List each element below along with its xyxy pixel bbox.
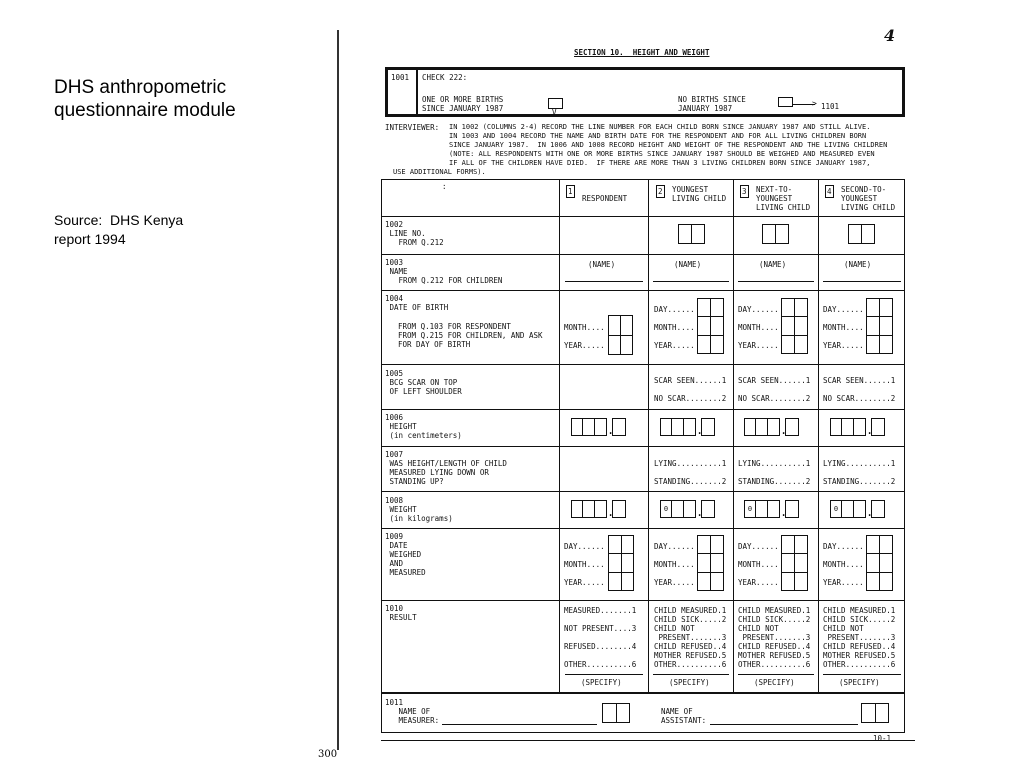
assistant-label: NAME OF ASSISTANT: xyxy=(661,707,707,725)
weight-boxes-child2[interactable]: 0 . xyxy=(744,500,799,518)
height-boxes-child2[interactable]: . xyxy=(744,418,799,436)
slide-source: Source: DHS Kenya report 1994 xyxy=(54,212,184,247)
result-options-resp[interactable]: MEASURED.......1 NOT PRESENT....3 REFUSED........4 OTHER..........6 xyxy=(564,606,637,669)
result-options-child1[interactable]: CHILD MEASURED.1 CHILD SICK.....2 CHILD NOT PRESENT.......3 CHILD REFUSED..4 MOTHER REFUSED.5 OTHER..........6 xyxy=(654,606,727,669)
skip-arrow-head: > xyxy=(812,99,817,108)
specify-line-resp[interactable] xyxy=(565,674,643,675)
dob-labels-child2: DAY...... MONTH.... YEAR..... xyxy=(738,305,779,350)
check-divider xyxy=(416,70,418,114)
measurement-table xyxy=(381,179,905,733)
date-labels-resp: DAY...... MONTH.... YEAR..... xyxy=(564,542,605,587)
lying-options-child2[interactable]: LYING..........1 STANDING.......2 xyxy=(738,459,811,486)
q1002-label: 1002 LINE NO. FROM Q.212 xyxy=(385,220,444,247)
footer-code: 10-1 xyxy=(873,734,892,743)
dob-boxes-child2[interactable] xyxy=(781,298,808,354)
col-4-number: 4 xyxy=(827,187,832,196)
row-line xyxy=(382,216,904,217)
dob-labels-child3: DAY...... MONTH.... YEAR..... xyxy=(823,305,864,350)
date-boxes-resp[interactable] xyxy=(608,535,634,591)
specify-line-child3[interactable] xyxy=(823,674,901,675)
col-divider-4 xyxy=(818,180,819,694)
col-2-number: 2 xyxy=(658,187,663,196)
col-4-label: SECOND-TO- YOUNGEST LIVING CHILD xyxy=(841,185,896,212)
specify-resp: (SPECIFY) xyxy=(581,678,622,687)
dob-labels-child1: DAY...... MONTH.... YEAR..... xyxy=(654,305,695,350)
check-left-option: ONE OR MORE BIRTHS SINCE JANUARY 1987 xyxy=(422,95,504,113)
lying-options-child1[interactable]: LYING..........1 STANDING.......2 xyxy=(654,459,727,486)
specify-line-child1[interactable] xyxy=(653,674,729,675)
scanned-questionnaire-page xyxy=(337,22,920,764)
q1008-label: 1008 WEIGHT (in kilograms) xyxy=(385,496,453,523)
bcg-options-child3[interactable]: SCAR SEEN......1 NO SCAR........2 xyxy=(823,376,896,403)
name-label-resp: (NAME) xyxy=(588,260,616,269)
row-line xyxy=(382,290,904,291)
result-options-child2[interactable]: CHILD MEASURED.1 CHILD SICK.....2 CHILD NOT PRESENT.......3 CHILD REFUSED..4 MOTHER REFUSED.5 OTHER..........6 xyxy=(738,606,811,669)
q1005-label: 1005 BCG SCAR ON TOP OF LEFT SHOULDER xyxy=(385,369,462,396)
weight-boxes-resp[interactable]: . xyxy=(571,500,626,518)
down-arrow: V xyxy=(552,108,557,117)
check-222-box xyxy=(385,67,905,117)
check-number: 1001 xyxy=(391,73,410,82)
line-no-box-child2[interactable] xyxy=(762,224,789,244)
name-field-child3[interactable] xyxy=(823,281,901,282)
check-right-option: NO BIRTHS SINCE JANUARY 1987 xyxy=(678,95,746,113)
date-labels-child2: DAY...... MONTH.... YEAR..... xyxy=(738,542,779,587)
dob-labels-resp: MONTH.... YEAR..... xyxy=(564,323,605,350)
check-label: CHECK 222: xyxy=(422,73,468,82)
row-line xyxy=(382,364,904,365)
dob-boxes-child3[interactable] xyxy=(866,298,893,354)
row-line xyxy=(382,528,904,529)
lying-options-child3[interactable]: LYING..........1 STANDING.......2 xyxy=(823,459,896,486)
height-boxes-resp[interactable]: . xyxy=(571,418,626,436)
name-field-child1[interactable] xyxy=(653,281,729,282)
specify-child1: (SPECIFY) xyxy=(669,678,710,687)
header-tick: : xyxy=(442,182,447,191)
col-2-label: YOUNGEST LIVING CHILD xyxy=(672,185,727,203)
checkbox-no-births[interactable] xyxy=(778,97,793,107)
name-label-child3: (NAME) xyxy=(844,260,872,269)
section-title: SECTION 10. HEIGHT AND WEIGHT xyxy=(574,48,710,57)
instructions-label: INTERVIEWER: xyxy=(385,123,440,132)
q1004-note: FROM Q.103 FOR RESPONDENT FROM Q.215 FOR CHILDREN, AND ASK FOR DAY OF BIRTH xyxy=(398,322,543,349)
col-divider-3 xyxy=(733,180,734,694)
height-boxes-child3[interactable]: . xyxy=(830,418,885,436)
row-line xyxy=(382,446,904,447)
date-labels-child1: DAY...... MONTH.... YEAR..... xyxy=(654,542,695,587)
dob-boxes-resp[interactable] xyxy=(608,315,633,355)
bcg-options-child1[interactable]: SCAR SEEN......1 NO SCAR........2 xyxy=(654,376,727,403)
specify-child3: (SPECIFY) xyxy=(839,678,880,687)
col-1-number: 1 xyxy=(568,187,573,196)
name-label-child1: (NAME) xyxy=(674,260,702,269)
row-line xyxy=(382,491,904,492)
name-field-resp[interactable] xyxy=(565,281,643,282)
page-number: 300 xyxy=(318,749,338,760)
col-divider-1 xyxy=(559,180,560,694)
measurer-code-box[interactable] xyxy=(602,703,630,723)
page-edge xyxy=(337,30,339,750)
skip-target: 1101 xyxy=(821,102,840,111)
bcg-options-child2[interactable]: SCAR SEEN......1 NO SCAR........2 xyxy=(738,376,811,403)
name-label-child2: (NAME) xyxy=(759,260,787,269)
q1004-label: 1004 DATE OF BIRTH xyxy=(385,294,449,312)
q1006-label: 1006 HEIGHT (in centimeters) xyxy=(385,413,462,440)
q1007-label: 1007 WAS HEIGHT/LENGTH OF CHILD MEASURED LYING DOWN OR STANDING UP? xyxy=(385,450,507,486)
date-boxes-child3[interactable] xyxy=(866,535,893,591)
q1009-label: 1009 DATE WEIGHED AND MEASURED xyxy=(385,532,426,577)
row-line xyxy=(382,600,904,601)
col-1-label: RESPONDENT xyxy=(582,194,628,203)
date-boxes-child1[interactable] xyxy=(697,535,724,591)
date-labels-child3: DAY...... MONTH.... YEAR..... xyxy=(823,542,864,587)
measurer-name-field[interactable] xyxy=(442,724,597,725)
specify-child2: (SPECIFY) xyxy=(754,678,795,687)
slide-title: DHS anthropometric questionnaire module xyxy=(54,77,236,121)
dob-boxes-child1[interactable] xyxy=(697,298,724,354)
instructions-text: IN 1002 (COLUMNS 2-4) RECORD THE LINE NUMBER FOR EACH CHILD BORN SINCE JANUARY 1987 AND STILL ALIVE. IN 1003 AND 1004 RECORD THE NAME AND BIRTH DATE FOR THE RESPONDENT AND FOR ALL LIVING CHILDREN BORN SINCE JANUARY 1987. IN 1006 AND 1008 RECORD HEIGHT AND WEIGHT OF THE RESPONDENT AND THE LIVING CHILDREN (NOTE: ALL RESPONDENTS WITH ONE OR MORE BIRTHS SINCE JANUARY 1987 SHOULD BE WEIGHED AND MEASURED EVEN IF ALL OF THE CHILDREN HAVE DIED. IF THERE ARE MORE THAN 3 LIVING CHILDREN BORN SINCE JANUARY 1987, xyxy=(449,123,888,167)
assistant-name-field[interactable] xyxy=(710,724,858,725)
line-no-box-child1[interactable] xyxy=(678,224,705,244)
row-line xyxy=(382,692,904,694)
name-field-child2[interactable] xyxy=(738,281,814,282)
row-line xyxy=(382,254,904,255)
col-3-label: NEXT-TO- YOUNGEST LIVING CHILD xyxy=(756,185,811,212)
weight-boxes-child1[interactable]: 0 . xyxy=(660,500,715,518)
q1010-label: 1010 RESULT xyxy=(385,604,417,622)
weight-boxes-child3[interactable]: 0 . xyxy=(830,500,885,518)
assistant-code-box[interactable] xyxy=(861,703,889,723)
col-3-number: 3 xyxy=(742,187,747,196)
date-boxes-child2[interactable] xyxy=(781,535,808,591)
col-divider-2 xyxy=(648,180,649,694)
row-line xyxy=(382,409,904,410)
page-bottom-rule xyxy=(381,740,915,741)
q1003-label: 1003 NAME FROM Q.212 FOR CHILDREN xyxy=(385,258,503,285)
line-no-box-child3[interactable] xyxy=(848,224,875,244)
result-options-child3[interactable]: CHILD MEASURED.1 CHILD SICK.....2 CHILD NOT PRESENT.......3 CHILD REFUSED..4 MOTHER REFUSED.5 OTHER..........6 xyxy=(823,606,896,669)
page-mark: 4 xyxy=(884,26,896,45)
height-boxes-child1[interactable]: . xyxy=(660,418,715,436)
specify-line-child2[interactable] xyxy=(738,674,814,675)
instructions-last-line: USE ADDITIONAL FORMS). xyxy=(393,168,486,176)
q1011-label: 1011 NAME OF MEASURER: xyxy=(385,698,440,725)
